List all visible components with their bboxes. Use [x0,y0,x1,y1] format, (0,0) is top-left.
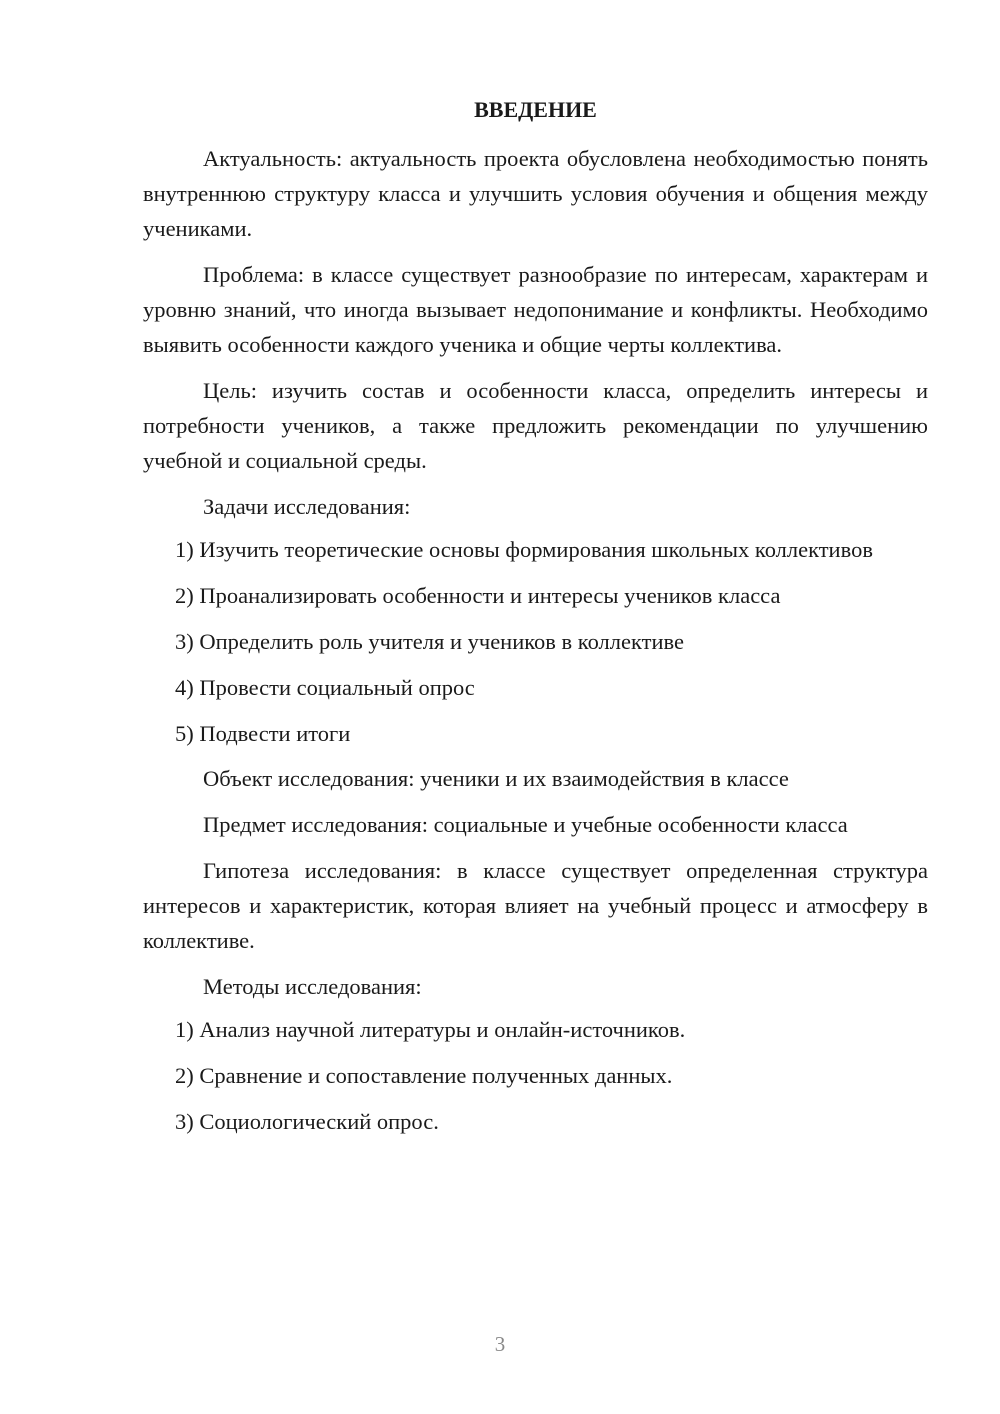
method-item-3: 3) Социологический опрос. [175,1109,439,1134]
method-item-1: 1) Анализ научной литературы и онлайн-источников. [175,1017,686,1042]
paragraph-object: Объект исследования: ученики и их взаимодействия в классе [203,766,789,791]
paragraph-relevance: Актуальность: актуальность проекта обусловлена необходимостью понять внутреннюю структуру класса и улучшить условия обучения и общения между учениками. [143,146,928,241]
methods-heading: Методы исследования: [203,974,422,999]
section-title: ВВЕДЕНИЕ [474,97,597,122]
page-number: 3 [494,1332,506,1356]
tasks-heading: Задачи исследования: [203,494,411,519]
task-item-4: 4) Провести социальный опрос [175,675,475,700]
paragraph-goal: Цель: изучить состав и особенности класса, определить интересы и потребности учеников, а также предложить рекомендации по улучшению учебной и социальной среды. [143,378,928,473]
task-item-3: 3) Определить роль учителя и учеников в коллективе [175,629,684,654]
method-item-2: 2) Сравнение и сопоставление полученных данных. [175,1063,673,1088]
page-content [143,92,928,1150]
task-item-5: 5) Подвести итоги [175,721,351,746]
task-item-1: 1) Изучить теоретические основы формирования школьных коллективов [175,537,873,562]
task-item-2: 2) Проанализировать особенности и интересы учеников класса [175,583,781,608]
paragraph-subject: Предмет исследования: социальные и учебные особенности класса [203,812,848,837]
paragraph-hypothesis: Гипотеза исследования: в классе существует определенная структура интересов и характеристик, которая влияет на учебный процесс и атмосферу в коллективе. [143,858,928,953]
paragraph-problem: Проблема: в классе существует разнообразие по интересам, характерам и уровню знаний, что иногда вызывает недопонимание и конфликты. Необходимо выявить особенности каждого ученика и общие черты коллектива. [143,262,928,357]
